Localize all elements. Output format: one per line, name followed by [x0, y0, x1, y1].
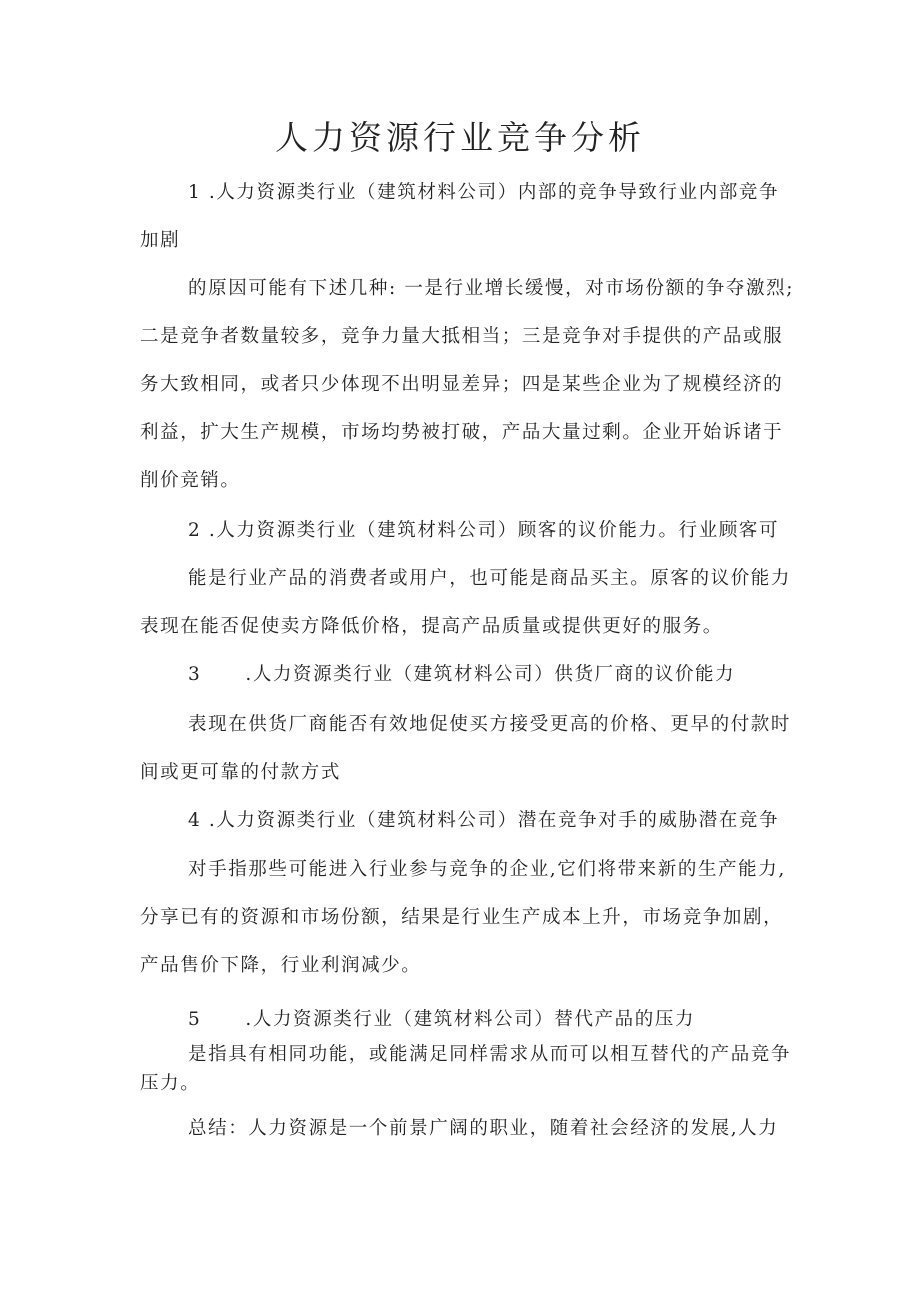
paragraph-line: 2 .人力资源类行业（建筑材料公司）顾客的议价能力。行业顾客可: [188, 520, 780, 541]
section-heading-text: .人力资源类行业（建筑材料公司）供货厂商的议价能力: [245, 664, 736, 685]
paragraph-line: 压力。: [140, 1073, 201, 1094]
paragraph-line: 的原因可能有下述几种: 一是行业增长缓慢，对市场份额的争夺激烈;: [188, 278, 795, 299]
section-number: 3: [188, 664, 202, 685]
paragraph-line: 加剧: [140, 230, 181, 251]
paragraph-line: 利益，扩大生产规模，市场均势被打破，产品大量过剩。企业开始诉诸于: [140, 422, 784, 443]
paragraph-line: 表现在供货厂商能否有效地促使买方接受更高的价格、更早的付款时: [188, 714, 792, 735]
paragraph-line: 1 .人力资源类行业（建筑材料公司）内部的竞争导致行业内部竞争: [188, 182, 780, 203]
section-heading-line: [188, 663, 735, 687]
paragraph-line: 能是行业产品的消费者或用户，也可能是商品买主。原客的议价能力: [188, 568, 792, 589]
paragraph-line: 4 .人力资源类行业（建筑材料公司）潜在竞争对手的威胁潜在竞争: [188, 810, 780, 831]
section-heading-line: [188, 1008, 695, 1032]
section-heading-text: .人力资源类行业（建筑材料公司）替代产品的压力: [245, 1009, 696, 1030]
paragraph-line: 表现在能否促使卖方降低价格，提高产品质量或提供更好的服务。: [140, 616, 723, 637]
paragraph-line: 间或更可靠的付款方式: [140, 762, 342, 783]
paragraph-line: 削价竞销。: [140, 470, 241, 491]
paragraph-line: 分享已有的资源和市场份额，结果是行业生产成本上升，市场竞争加剧，: [140, 907, 784, 928]
section-number: 5: [188, 1009, 202, 1030]
paragraph-line: 对手指那些可能进入行业参与竞争的企业,它们将带来新的生产能力,: [188, 859, 786, 880]
paragraph-line: 二是竞争者数量较多，竞争力量大抵相当；三是竞争对手提供的产品或服: [140, 326, 784, 347]
paragraph-line: 产品售价下降，行业利润减少。: [140, 955, 422, 976]
paragraph-line: 务大致相同，或者只少体现不出明显差异；四是某些企业为了规模经济的: [140, 374, 784, 395]
paragraph-line: 总结：人力资源是一个前景广阔的职业，随着社会经济的发展,人力: [188, 1118, 779, 1139]
page-title: 人力资源行业竞争分析: [275, 118, 645, 157]
paragraph-line: 是指具有相同功能，或能满足同样需求从而可以相互替代的产品竞争: [188, 1044, 792, 1065]
